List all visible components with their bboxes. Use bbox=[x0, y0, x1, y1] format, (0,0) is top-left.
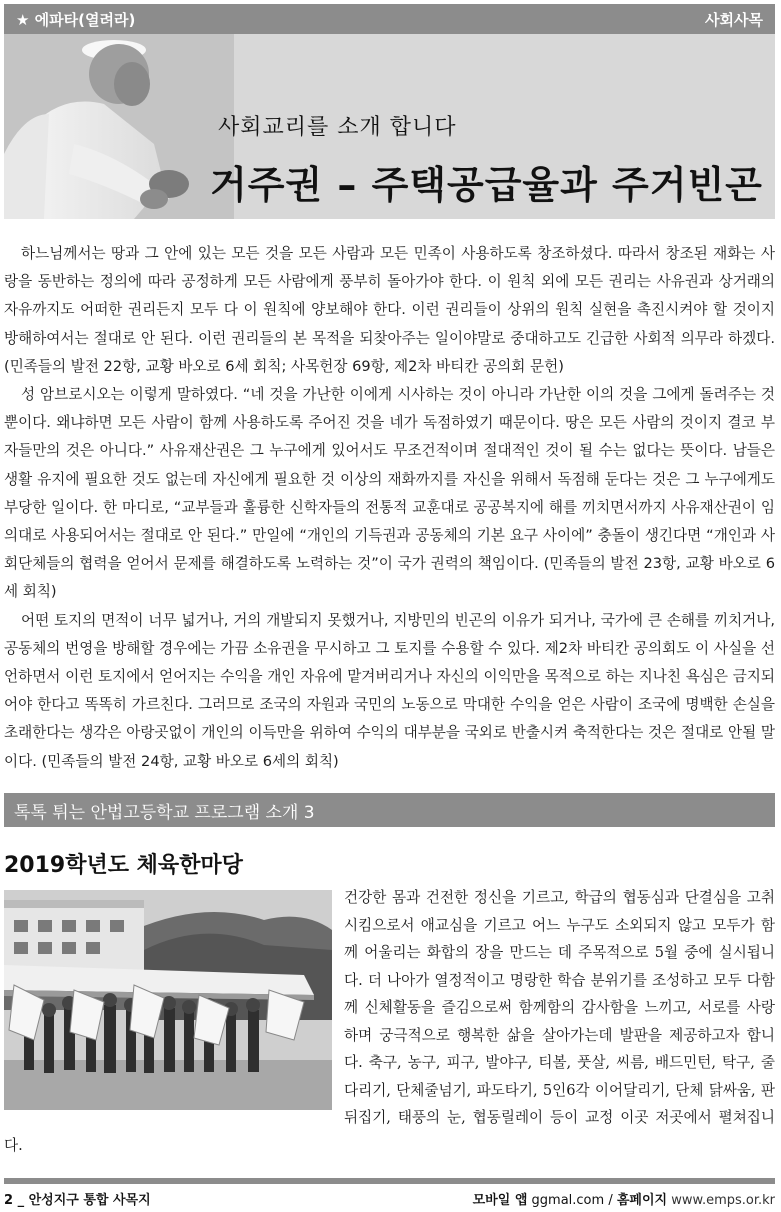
program-header-bar bbox=[4, 793, 775, 827]
program-description: 건강한 몸과 건전한 정신을 기르고, 학급의 협동심과 단결심을 고취시킴으로서 애교심을 기르고 어느 누구도 소외되지 않고 모두가 함께 어울리는 화합의 장을 만드는 데 주목적으로 5월 중에 실시됩니다. 더 나아가 열정적이고 명랑한 학습 분위기를 조성하고 모두 다함께 신체활동을 즐김으로써 함께함의 감사함을 느끼고, 서로를 사랑하며 궁극적으로 행복한 삶을 살아가는데 발판을 제공하고자 합니다. 축구, 농구, 피구, 발야구, 티볼, 풋살, 씨름, 배드민턴, 탁구, 줄다리기, 단체줄넘기, 파도타기, 5인6각 이어달리기, 단체 닭싸움, 판뒤집기, 태풍의 눈, 협동릴레이 등이 교정 이곳 저곳에서 펼쳐집니다. bbox=[4, 889, 775, 1154]
article-paragraph: 어떤 토지의 면적이 너무 넓거나, 거의 개발되지 못했거나, 지방민의 빈곤의 이유가 되거나, 국가에 큰 손해를 끼치거나, 공동체의 번영을 방해할 경우에는 가끔 소유권을 무시하고 그 토지를 수용할 수 있다. 제2차 바티칸 공의회도 이 사실을 선언하면서 이런 토지에서 얻어지는 수익을 개인 자유에 맡겨버리거나 자신의 이익만을 목적으로 하는 지나친 욕심은 금지되어야 한다고 똑똑히 가르친다. 그러므로 조국의 자원과 국민의 노동으로 막대한 수익을 얻은 사람이 조국에 명백한 손실을 초래한다는 생각은 아랑곳없이 개인의 이득만을 위하여 수익의 대부분을 국외로 반출시켜 축적한다는 것은 절대로 안될 말이다. (민족들의 발전 24항, 교황 바오로 6세의 회칙) bbox=[4, 611, 775, 770]
mobile-app-url[interactable]: ggmal.com bbox=[531, 1192, 605, 1208]
section-label: ★ 에파타(열려라) bbox=[16, 10, 136, 29]
page-footer bbox=[4, 1188, 775, 1208]
program-header-label: 톡톡 튀는 안법고등학교 프로그램 소개 3 bbox=[14, 802, 315, 823]
article-paragraph: 성 암브로시오는 이렇게 말하였다. “네 것을 가난한 이에게 시사하는 것이 아니라 가난한 이의 것을 그에게 돌려주는 것뿐이다. 왜냐하면 모든 사람이 함께 사용하도록 주어진 것을 네가 독점하였기 때문이다. 땅은 모든 사람의 것이지 결코 부자들만의 것은 아니다.” 사유재산권은 그 누구에게 있어서도 무조건적이며 절대적인 것이 될 수는 없다는 뜻이다. 남들은 생활 유지에 필요한 것도 없는데 자신에게 필요한 것 이상의 재화까지를 자신을 위해서 독점해 둔다는 것은 그 누구에게도 부당한 일이다. 한 마디로, “교부들과 훌륭한 신학자들의 전통적 교훈대로 공공복지에 해를 끼치면서까지 사유재산권이 임의대로 사용되어서는 절대로 안 된다.” 만일에 “개인의 기득권과 공동체의 기본 요구 사이에” 충돌이 생긴다면 “개인과 사회단체들의 협력을 얻어서 문제를 해결하도록 노력하는 것”이 국가 권력의 책임이다. (민족들의 발전 23항, 교황 바오로 6세 회칙) bbox=[4, 386, 775, 601]
footer-links bbox=[473, 1189, 775, 1208]
footer-separator: / bbox=[608, 1192, 613, 1208]
footer-rule bbox=[4, 1178, 775, 1184]
program-body bbox=[4, 884, 775, 1159]
section-header-bar bbox=[4, 4, 775, 34]
mobile-app-label: 모바일 앱 bbox=[472, 1192, 528, 1208]
article-paragraph: 하느님께서는 땅과 그 안에 있는 모든 것을 모든 사람과 모든 민족이 사용하도록 창조하셨다. 따라서 창조된 재화는 사랑을 동반하는 정의에 따라 공정하게 모든 사람에게 풍부히 돌아가야 한다. 이 원칙 외에 모든 권리는 사유권과 상거래의 자유까지도 어떠한 권리든지 모두 다 이 원칙에 양보해야 한다. 이런 권리들이 상위의 원칙 실현을 촉진시켜야 할 것이지 방해하여서는 절대로 안 된다. 이런 권리들의 본 목적을 되찾아주는 일이야말로 중대하고도 긴급한 사회적 의무라 하겠다. (민족들의 발전 22항, 교황 바오로 6세 회칙; 사목헌장 69항, 제2차 바티칸 공의회 문헌) bbox=[4, 245, 775, 375]
homepage-url[interactable]: www.emps.or.kr bbox=[671, 1192, 775, 1208]
banner-subtitle: 사회교리를 소개 합니다 bbox=[218, 115, 457, 140]
homepage-label: 홈페이지 bbox=[616, 1192, 668, 1208]
category-label: 사회사목 bbox=[705, 10, 763, 29]
article-body bbox=[4, 240, 775, 776]
photo-wrap-space bbox=[4, 884, 344, 1106]
footer-page-label: 2 _ 안성지구 통합 사목지 bbox=[4, 1192, 151, 1208]
article-banner bbox=[4, 34, 775, 219]
program-title: 2019학년도 체육한마당 bbox=[4, 853, 243, 878]
banner-title: 거주권 – 주택공급율과 주거빈곤 bbox=[210, 163, 763, 207]
